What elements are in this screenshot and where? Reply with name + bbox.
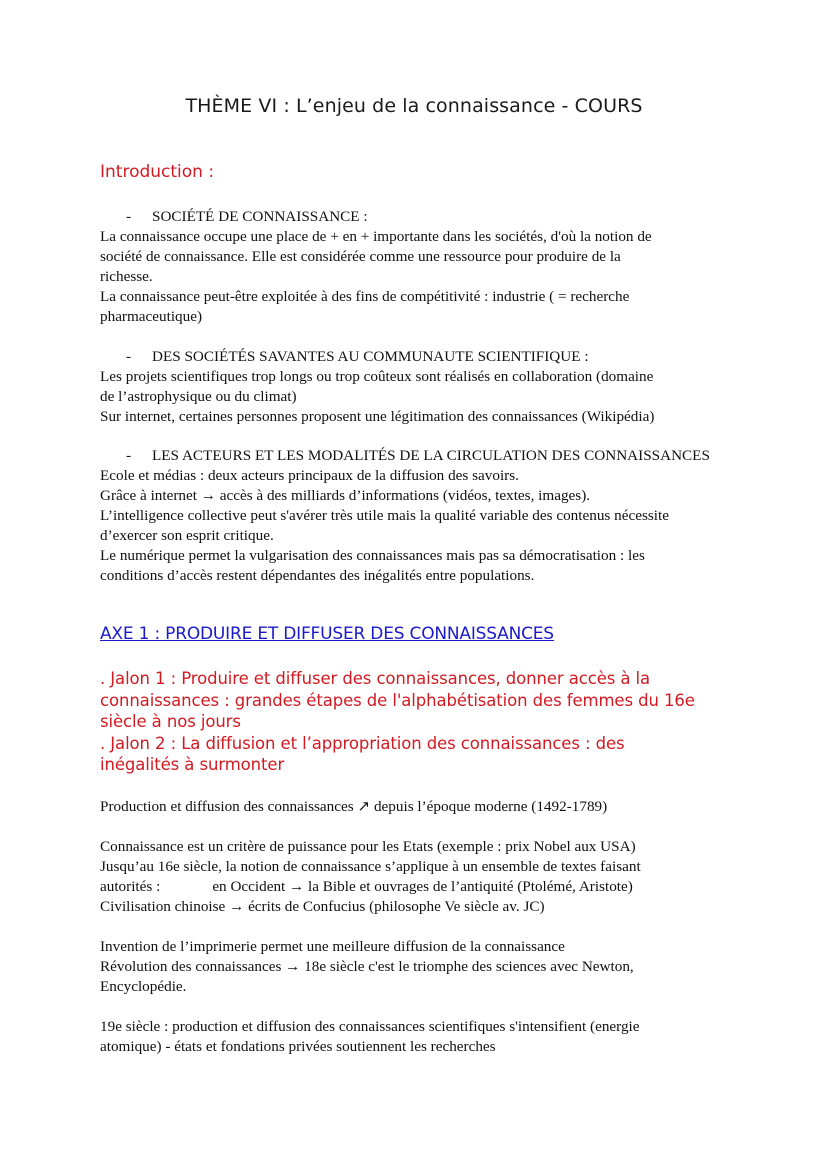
section-societe-connaissance xyxy=(100,207,740,327)
text-line: Grâce à internet → accès à des milliards d’informations (vidéos, textes, images). xyxy=(100,487,591,504)
text-line: Le numérique permet la vulgarisation des connaissances mais pas sa démocratisation : les xyxy=(100,547,645,564)
jalon-line: siècle à nos jours xyxy=(100,712,241,731)
text-line-split: autorités : en Occident → la Bible et ouvrages de l’antiquité (Ptolémé, Aristote) xyxy=(100,878,633,895)
text-line: Les projets scientifiques trop longs ou trop coûteux sont réalisés en collaboration (domaine xyxy=(100,368,654,385)
text-line: atomique) - états et fondations privées soutiennent les recherches xyxy=(100,1038,496,1055)
paragraph-puissance xyxy=(100,837,740,917)
text-line: Ecole et médias : deux acteurs principaux de la diffusion des savoirs. xyxy=(100,467,519,484)
text-line: société de connaissance. Elle est considérée comme une ressource pour produire de la xyxy=(100,248,621,265)
introduction-heading: Introduction : xyxy=(100,162,215,182)
text-line: Sur internet, certaines personnes proposent une légitimation des connaissances (Wikipédia) xyxy=(100,408,655,425)
text-line: 19e siècle : production et diffusion des connaissances scientifiques s'intensifient (energie xyxy=(100,1018,640,1035)
text-line: Révolution des connaissances → 18e siècle c'est le triomphe des sciences avec Newton, xyxy=(100,958,634,975)
paragraph-production xyxy=(100,797,740,817)
section-heading: - LES ACTEURS ET LES MODALITÉS DE LA CIRCULATION DES CONNAISSANCES xyxy=(126,447,710,464)
text-line: pharmaceutique) xyxy=(100,308,203,325)
jalons-block xyxy=(100,668,740,776)
section-societes-savantes xyxy=(100,347,740,427)
jalon-line: . Jalon 1 : Produire et diffuser des connaissances, donner accès à la xyxy=(100,669,651,688)
section-heading: - SOCIÉTÉ DE CONNAISSANCE : xyxy=(126,208,368,225)
text-line: d’exercer son esprit critique. xyxy=(100,527,274,544)
text-line: Civilisation chinoise → écrits de Confucius (philosophe Ve siècle av. JC) xyxy=(100,898,545,915)
text-line: Encyclopédie. xyxy=(100,978,187,995)
text-line: Production et diffusion des connaissances ↗ depuis l’époque moderne (1492-1789) xyxy=(100,798,608,815)
page-title: THÈME VI : L’enjeu de la connaissance - COURS xyxy=(185,95,643,117)
text-line: Invention de l’imprimerie permet une meilleure diffusion de la connaissance xyxy=(100,938,565,955)
text-line: richesse. xyxy=(100,268,153,285)
paragraph-imprimerie xyxy=(100,937,740,997)
text-line: conditions d’accès restent dépendantes des inégalités entre populations. xyxy=(100,567,535,584)
text-line: La connaissance peut-être exploitée à des fins de compétitivité : industrie ( = recherche xyxy=(100,288,630,305)
paragraph-19e-siecle xyxy=(100,1017,740,1057)
axe-heading: AXE 1 : PRODUIRE ET DIFFUSER DES CONNAISSANCES xyxy=(100,624,554,644)
text-line: L’intelligence collective peut s'avérer très utile mais la qualité variable des contenus nécessite xyxy=(100,507,669,524)
jalon-line: inégalités à surmonter xyxy=(100,755,285,774)
text-line: Jusqu’au 16e siècle, la notion de connaissance s’applique à un ensemble de textes faisant xyxy=(100,858,641,875)
section-heading: - DES SOCIÉTÉS SAVANTES AU COMMUNAUTE SCIENTIFIQUE : xyxy=(126,348,589,365)
text-line: Connaissance est un critère de puissance pour les Etats (exemple : prix Nobel aux USA) xyxy=(100,838,636,855)
text-line: La connaissance occupe une place de + en + importante dans les sociétés, d'où la notion de xyxy=(100,228,652,245)
text-line: de l’astrophysique ou du climat) xyxy=(100,388,297,405)
section-acteurs-modalites xyxy=(100,446,740,586)
jalon-line: . Jalon 2 : La diffusion et l’appropriation des connaissances : des xyxy=(100,733,625,753)
jalon-line: connaissances : grandes étapes de l'alphabétisation des femmes du 16e xyxy=(100,690,695,710)
